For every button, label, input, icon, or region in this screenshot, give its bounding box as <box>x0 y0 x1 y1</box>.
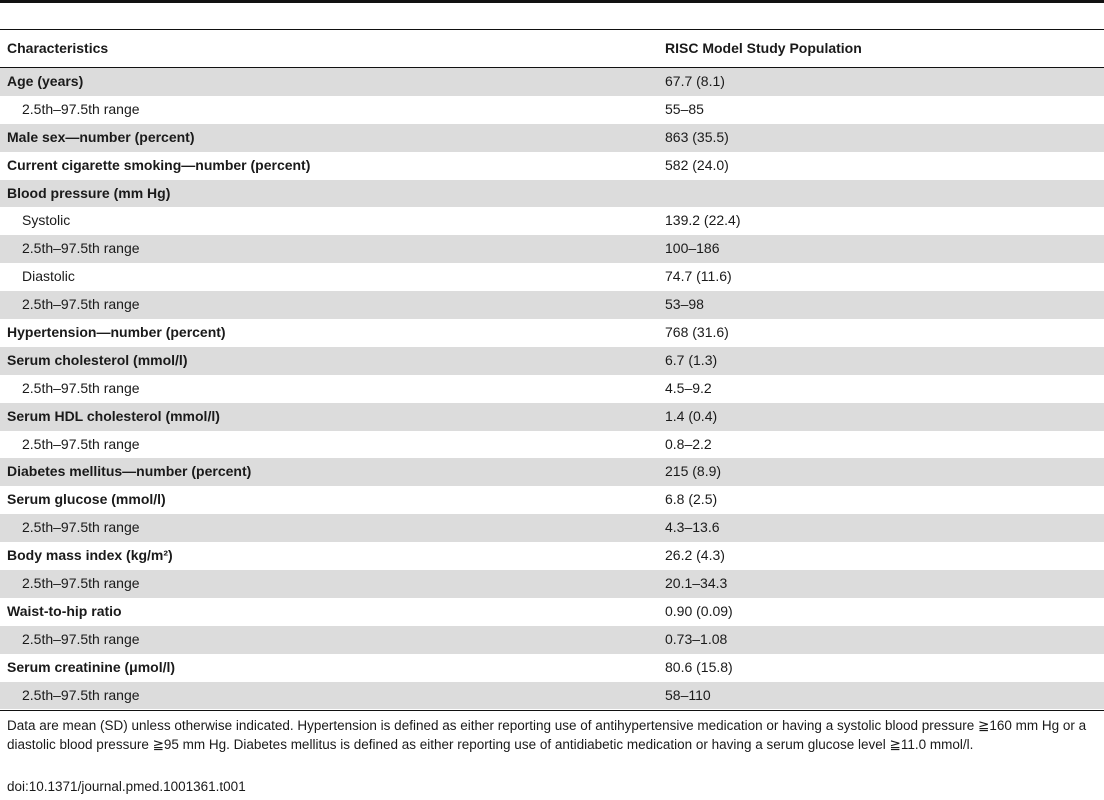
row-value: 53–98 <box>665 296 704 313</box>
row-label: 2.5th–97.5th range <box>22 100 140 117</box>
table-row <box>0 207 1104 235</box>
header-characteristics: Characteristics <box>7 40 109 56</box>
row-value: 0.90 (0.09) <box>665 602 733 619</box>
row-label: Serum HDL cholesterol (mmol/l) <box>7 407 220 424</box>
row-label: 2.5th–97.5th range <box>22 575 140 592</box>
row-value: 582 (24.0) <box>665 156 729 173</box>
row-value: 215 (8.9) <box>665 463 722 480</box>
table-row <box>0 152 1104 180</box>
row-value: 26.2 (4.3) <box>665 547 725 564</box>
row-label: 2.5th–97.5th range <box>22 379 140 396</box>
row-label: 2.5th–97.5th range <box>22 519 140 536</box>
table-row <box>0 263 1104 291</box>
table-row <box>0 654 1104 682</box>
table-row <box>0 291 1104 319</box>
row-value: 67.7 (8.1) <box>665 73 725 89</box>
table-row <box>0 235 1104 263</box>
row-label: Waist-to-hip ratio <box>7 602 122 619</box>
row-label: 2.5th–97.5th range <box>22 435 140 452</box>
row-label: 2.5th–97.5th range <box>22 686 140 703</box>
row-label: Serum creatinine (μmol/l) <box>7 658 176 675</box>
row-label: Body mass index (kg/m²) <box>7 547 173 564</box>
row-label: 2.5th–97.5th range <box>22 296 140 313</box>
table-row <box>0 598 1104 626</box>
row-label: Diastolic <box>22 268 75 285</box>
table-row <box>0 431 1104 459</box>
table-row <box>0 375 1104 403</box>
row-label: Current cigarette smoking—number (percent) <box>7 156 311 173</box>
row-value: 768 (31.6) <box>665 324 729 341</box>
row-value: 20.1–34.3 <box>665 575 728 592</box>
table-row <box>0 542 1104 570</box>
table-row <box>0 458 1104 486</box>
row-value: 100–186 <box>665 240 720 257</box>
header-study-population: RISC Model Study Population <box>665 40 862 56</box>
row-label: Serum glucose (mmol/l) <box>7 491 166 508</box>
row-value: 0.8–2.2 <box>665 435 712 452</box>
row-value: 139.2 (22.4) <box>665 212 741 229</box>
row-value: 58–110 <box>665 686 711 703</box>
table-bottom-rule <box>0 710 1104 711</box>
row-label: Age (years) <box>7 73 84 89</box>
row-label: 2.5th–97.5th range <box>22 240 140 257</box>
table-top-rule <box>0 0 1104 3</box>
row-label: 2.5th–97.5th range <box>22 630 140 647</box>
table-row <box>0 486 1104 514</box>
row-label: Serum cholesterol (mmol/l) <box>7 351 188 368</box>
row-label: Hypertension—number (percent) <box>7 324 226 341</box>
row-label: Blood pressure (mm Hg) <box>7 184 171 201</box>
row-value: 80.6 (15.8) <box>665 658 733 675</box>
table-row <box>0 96 1104 124</box>
row-value: 6.8 (2.5) <box>665 491 718 508</box>
table-row <box>0 514 1104 542</box>
table-doi: doi:10.1371/journal.pmed.1001361.t001 <box>7 779 246 794</box>
table-row <box>0 347 1104 375</box>
table-footnote: Data are mean (SD) unless otherwise indicated. Hypertension is defined as either reporting use of antihypertensive medication or having a systolic blood pressure ≧160 mm Hg or a diastolic blood pressure ≧95 mm Hg. Diabetes mellitus is defined as either reporting use of antidiabetic medication or having a serum glucose level ≧11.0 mmol/l. <box>7 718 1087 752</box>
row-value: 4.3–13.6 <box>665 519 720 536</box>
table-row <box>0 403 1104 431</box>
table-header <box>0 30 1104 67</box>
row-value: 4.5–9.2 <box>665 379 712 396</box>
table-row <box>0 180 1104 208</box>
table-row <box>0 626 1104 654</box>
table-row <box>0 319 1104 347</box>
table-row <box>0 682 1104 710</box>
table-row <box>0 68 1104 96</box>
table-row <box>0 570 1104 598</box>
row-value: 55–85 <box>665 100 704 117</box>
row-value: 0.73–1.08 <box>665 630 728 647</box>
row-value: 74.7 (11.6) <box>665 268 732 285</box>
row-value: 1.4 (0.4) <box>665 407 718 424</box>
row-label: Diabetes mellitus—number (percent) <box>7 463 252 480</box>
row-label: Male sex—number (percent) <box>7 128 195 145</box>
row-value: 863 (35.5) <box>665 128 729 145</box>
row-value: 6.7 (1.3) <box>665 351 718 368</box>
table-body <box>0 68 1104 709</box>
row-label: Systolic <box>22 212 71 229</box>
table-row <box>0 124 1104 152</box>
